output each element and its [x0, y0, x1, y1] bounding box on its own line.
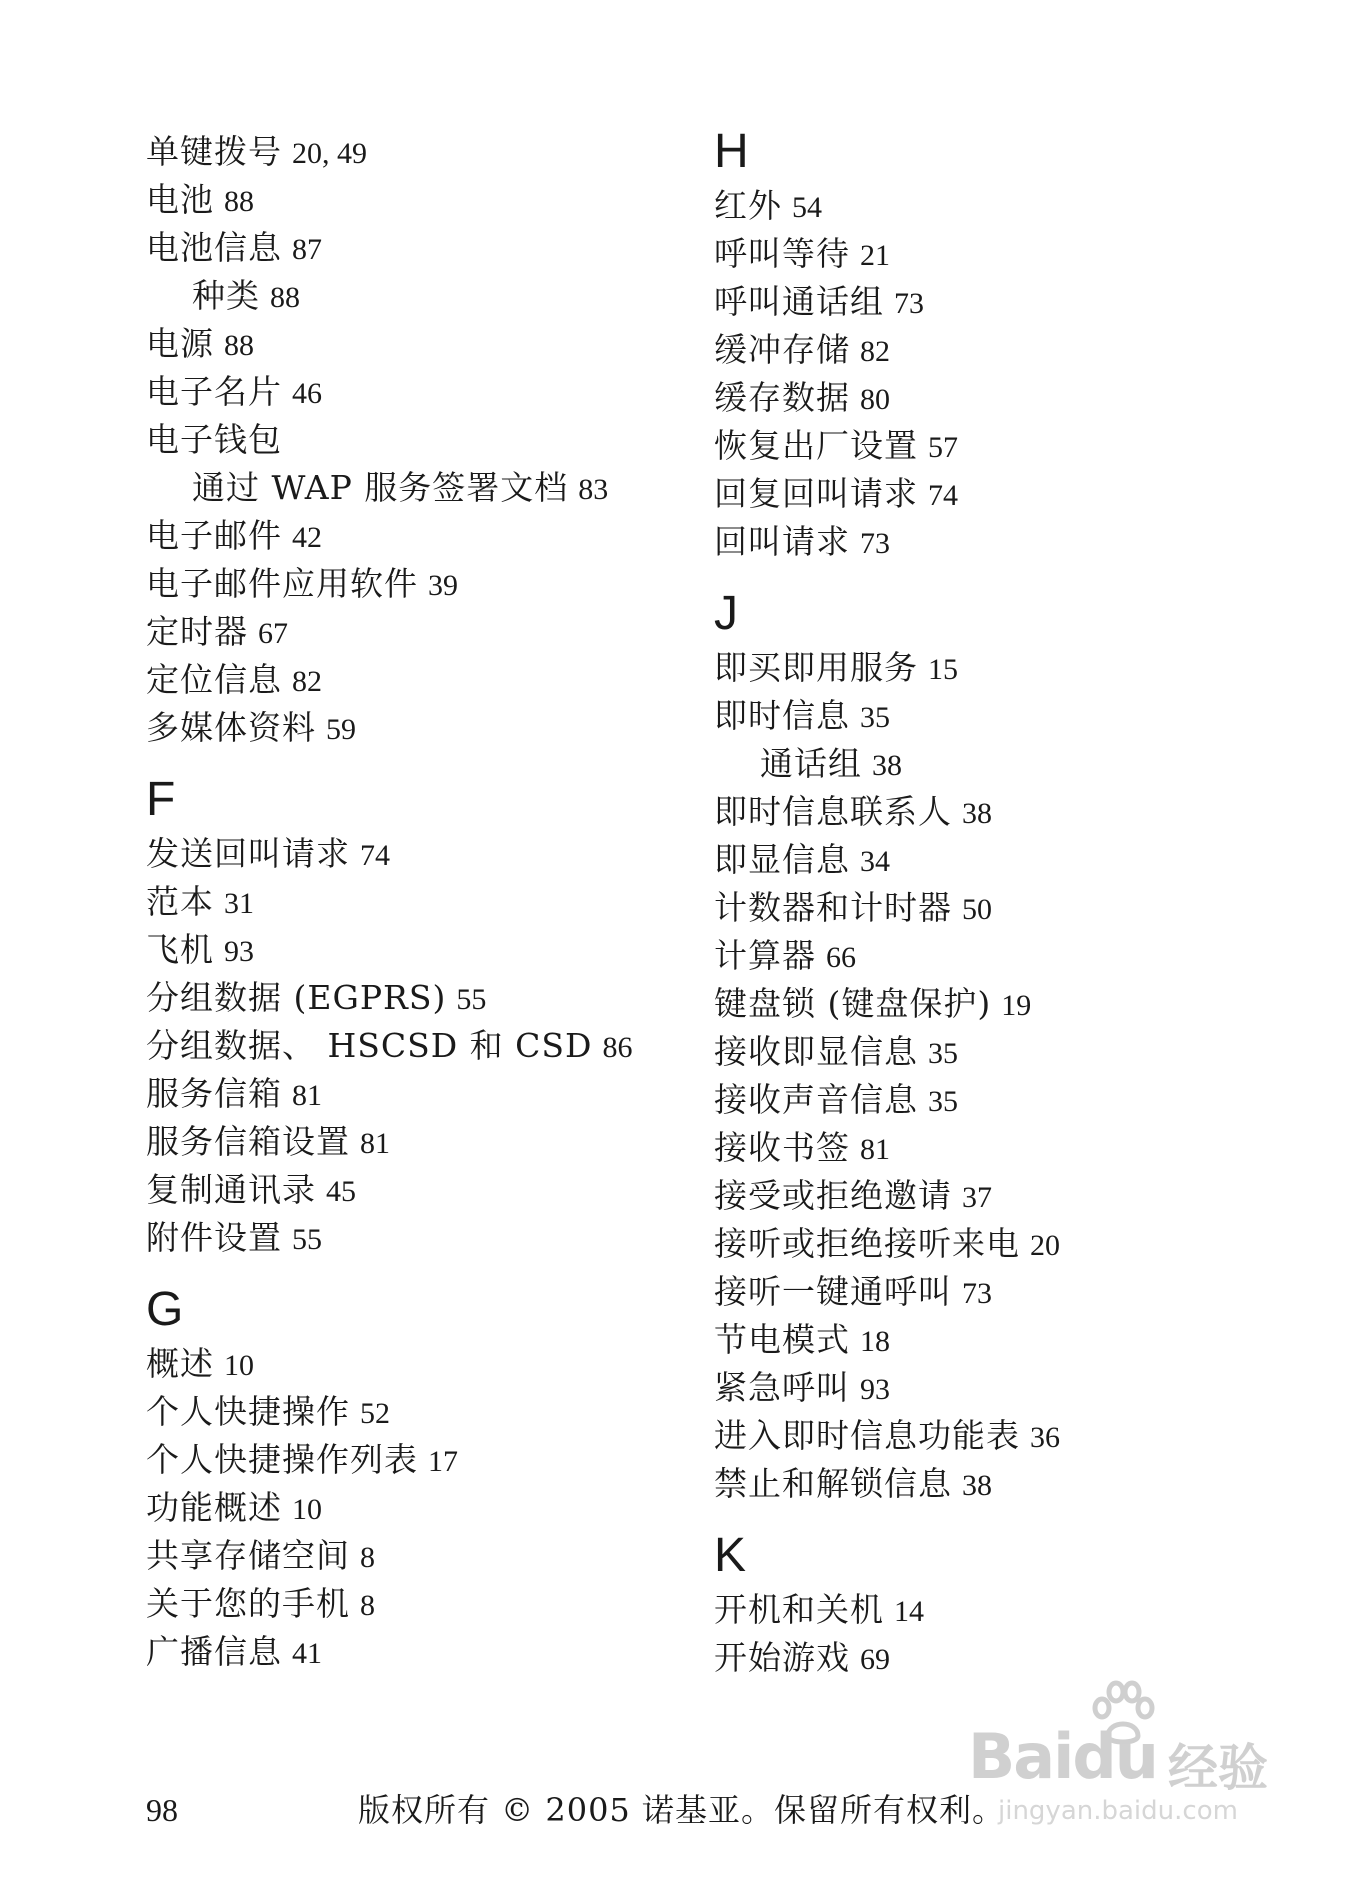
index-column-left: [146, 128, 706, 1676]
index-page-ref: 74: [928, 479, 958, 512]
index-term: 功能概述: [146, 1488, 282, 1527]
index-page-ref: 93: [224, 935, 254, 968]
index-page-ref: 41: [292, 1637, 322, 1670]
index-entry: [146, 512, 706, 560]
index-entry: [714, 884, 1314, 932]
index-term: 飞机: [146, 930, 214, 969]
index-entry: [714, 1316, 1314, 1364]
index-page-ref: 81: [292, 1079, 322, 1112]
index-term: 计算器: [714, 936, 816, 975]
index-page-ref: 54: [792, 191, 822, 224]
index-term: 分组数据 (EGPRS): [146, 978, 447, 1017]
index-entry: [714, 1586, 1314, 1634]
index-term: 计数器和计时器: [714, 888, 952, 927]
index-entry: [146, 176, 706, 224]
index-page-ref: 42: [292, 521, 322, 554]
index-page-ref: 35: [928, 1037, 958, 1070]
index-subentry: [714, 740, 1314, 788]
index-term: 呼叫通话组: [714, 282, 884, 321]
index-entry: [146, 1340, 706, 1388]
index-page-ref: 14: [894, 1595, 924, 1628]
section-letter-k: K: [714, 1529, 747, 1582]
index-page-ref: 80: [860, 383, 890, 416]
index-entry: [714, 788, 1314, 836]
index-page-ref: 88: [224, 329, 254, 362]
index-page-ref: 81: [360, 1127, 390, 1160]
index-page-ref: 15: [928, 653, 958, 686]
index-entry: [714, 374, 1314, 422]
index-page-ref: 19: [1001, 989, 1032, 1022]
index-page-ref: 73: [962, 1277, 992, 1310]
index-term: 复制通讯录: [146, 1170, 316, 1209]
index-page-ref: 73: [894, 287, 924, 320]
index-term: 电源: [146, 324, 214, 363]
index-page-ref: 59: [326, 713, 356, 746]
index-page-ref: 74: [360, 839, 390, 872]
index-entry: [146, 1484, 706, 1532]
index-page-ref: 88: [224, 185, 254, 218]
index-page-ref: 57: [928, 431, 958, 464]
index-entry: [146, 224, 706, 272]
index-page-ref: 45: [326, 1175, 356, 1208]
index-entry: [714, 1076, 1314, 1124]
index-term: 接收即显信息: [714, 1032, 918, 1071]
index-page-ref: 86: [602, 1031, 633, 1064]
index-term: 开机和关机: [714, 1590, 884, 1629]
index-page-ref: 88: [270, 281, 300, 314]
index-term: 紧急呼叫: [714, 1368, 850, 1407]
index-term: 键盘锁 (键盘保护): [714, 984, 992, 1023]
index-page-ref: 8: [360, 1541, 375, 1574]
index-subentry: [146, 464, 706, 512]
index-term: 个人快捷操作: [146, 1392, 350, 1431]
index-page-ref: 31: [224, 887, 254, 920]
index-page-ref: 55: [292, 1223, 322, 1256]
section-letter-h: H: [714, 125, 749, 178]
index-entry: [146, 1580, 706, 1628]
index-entry: [714, 932, 1314, 980]
index-page-ref: 69: [860, 1643, 890, 1676]
index-term: 接听一键通呼叫: [714, 1272, 952, 1311]
index-page-ref: 35: [928, 1085, 958, 1118]
index-term: 回复回叫请求: [714, 474, 918, 513]
index-page-ref: 10: [224, 1349, 254, 1382]
index-term: 即时信息: [714, 696, 850, 735]
index-term: 即时信息联系人: [714, 792, 952, 831]
index-term: 接受或拒绝邀请: [714, 1176, 952, 1215]
index-term: 呼叫等待: [714, 234, 850, 273]
index-entry: [714, 278, 1314, 326]
index-entry: [714, 1172, 1314, 1220]
index-page-ref: 82: [292, 665, 322, 698]
index-page-ref: 38: [962, 797, 992, 830]
index-term: 电子邮件应用软件: [146, 564, 418, 603]
index-term: 分组数据、 HSCSD 和 CSD: [146, 1026, 593, 1065]
index-term: 概述: [146, 1344, 214, 1383]
index-page-ref: 46: [292, 377, 322, 410]
index-entry: [146, 878, 706, 926]
index-entry: [714, 1412, 1314, 1460]
index-entry: [146, 926, 706, 974]
index-term: 缓冲存储: [714, 330, 850, 369]
index-entry: [146, 1166, 706, 1214]
index-entry: [146, 416, 706, 464]
index-entry: [714, 470, 1314, 518]
index-entry: [714, 326, 1314, 374]
index-entry: [146, 1628, 706, 1676]
index-term: 多媒体资料: [146, 708, 316, 747]
index-entry: [714, 644, 1314, 692]
index-entry: [146, 1118, 706, 1166]
watermark-brand: Baidu: [968, 1720, 1157, 1793]
section-letter-j: J: [714, 587, 738, 640]
index-page-ref: 18: [860, 1325, 890, 1358]
index-entry: [714, 1124, 1314, 1172]
index-term: 发送回叫请求: [146, 834, 350, 873]
index-page-ref: 73: [860, 527, 890, 560]
index-page-ref: 36: [1030, 1421, 1060, 1454]
index-page-ref: 66: [826, 941, 856, 974]
index-term: 个人快捷操作列表: [146, 1440, 418, 1479]
index-entry: [146, 560, 706, 608]
copyright-notice: 版权所有 © 2005 诺基亚。保留所有权利。: [358, 1791, 1005, 1829]
index-term: 定位信息: [146, 660, 282, 699]
index-term: 定时器: [146, 612, 248, 651]
index-term: 即显信息: [714, 840, 850, 879]
index-page-ref: 35: [860, 701, 890, 734]
index-entry: [146, 128, 706, 176]
index-term: 通过 WAP 服务签署文档: [192, 468, 569, 507]
watermark-product: 经验: [1168, 1739, 1268, 1797]
index-term: 附件设置: [146, 1218, 282, 1257]
index-term: 电子钱包: [146, 420, 282, 459]
index-page-ref: 38: [962, 1469, 992, 1502]
index-entry: [146, 1532, 706, 1580]
index-page-ref: 17: [428, 1445, 458, 1478]
index-page-ref: 52: [360, 1397, 390, 1430]
index-entry: [714, 1028, 1314, 1076]
index-subentry: [146, 272, 706, 320]
index-term: 红外: [714, 186, 782, 225]
index-entry: [714, 182, 1314, 230]
index-entry: [146, 368, 706, 416]
index-entry: [146, 1388, 706, 1436]
index-page-ref: 39: [428, 569, 458, 602]
index-term: 种类: [192, 276, 260, 315]
index-term: 范本: [146, 882, 214, 921]
index-term: 缓存数据: [714, 378, 850, 417]
index-term: 接听或拒绝接听来电: [714, 1224, 1020, 1263]
index-term: 开始游戏: [714, 1638, 850, 1677]
index-term: 电子名片: [146, 372, 282, 411]
index-entry: [146, 1436, 706, 1484]
page-footer: [146, 1790, 1226, 1830]
index-entry: [714, 980, 1314, 1028]
index-entry: [146, 608, 706, 656]
index-entry: [146, 1214, 706, 1262]
index-page-ref: 10: [292, 1493, 322, 1526]
page-number: 98: [146, 1792, 178, 1828]
index-entry: [714, 422, 1314, 470]
index-page-ref: 82: [860, 335, 890, 368]
index-term: 单键拨号: [146, 132, 282, 171]
index-entry: [146, 320, 706, 368]
index-page-ref: 87: [292, 233, 322, 266]
index-term: 共享存储空间: [146, 1536, 350, 1575]
index-term: 禁止和解锁信息: [714, 1464, 952, 1503]
index-entry: [714, 1460, 1314, 1508]
index-term: 即买即用服务: [714, 648, 918, 687]
index-entry: [714, 1364, 1314, 1412]
index-page-ref: 83: [578, 473, 609, 506]
index-term: 回叫请求: [714, 522, 850, 561]
index-entry: [714, 1220, 1314, 1268]
index-page-ref: 34: [860, 845, 890, 878]
index-entry: [146, 830, 706, 878]
index-page-ref: 67: [258, 617, 288, 650]
index-page-ref: 38: [872, 749, 902, 782]
index-entry: [714, 692, 1314, 740]
index-page-ref: 20, 49: [292, 137, 367, 170]
index-page-ref: 81: [860, 1133, 890, 1166]
index-term: 服务信箱: [146, 1074, 282, 1113]
index-term: 广播信息: [146, 1632, 282, 1671]
index-page-ref: 20: [1030, 1229, 1060, 1262]
index-term: 节电模式: [714, 1320, 850, 1359]
index-term: 电池: [146, 180, 214, 219]
index-entry: [146, 974, 706, 1022]
index-page-ref: 21: [860, 239, 890, 272]
index-page-ref: 93: [860, 1373, 890, 1406]
index-term: 进入即时信息功能表: [714, 1416, 1020, 1455]
index-entry: [714, 518, 1314, 566]
index-term: 电池信息: [146, 228, 282, 267]
index-term: 通话组: [760, 744, 862, 783]
section-letter-f: F: [146, 773, 176, 826]
index-entry: [714, 1634, 1314, 1682]
index-entry: [714, 230, 1314, 278]
index-page-ref: 37: [962, 1181, 992, 1214]
index-term: 服务信箱设置: [146, 1122, 350, 1161]
index-page-ref: 50: [962, 893, 992, 926]
index-column-right: [714, 126, 1314, 1682]
index-term: 电子邮件: [146, 516, 282, 555]
index-page-ref: 55: [456, 983, 487, 1016]
index-term: 恢复出厂设置: [714, 426, 918, 465]
index-term: 关于您的手机: [146, 1584, 350, 1623]
index-entry: [146, 1022, 706, 1070]
index-entry: [146, 656, 706, 704]
watermark-url: jingyan.baidu.com: [998, 1796, 1238, 1826]
index-page-ref: 8: [360, 1589, 375, 1622]
index-entry: [714, 1268, 1314, 1316]
index-term: 接收书签: [714, 1128, 850, 1167]
section-letter-g: G: [146, 1283, 184, 1336]
index-entry: [146, 1070, 706, 1118]
index-entry: [714, 836, 1314, 884]
index-entry: [146, 704, 706, 752]
index-term: 接收声音信息: [714, 1080, 918, 1119]
